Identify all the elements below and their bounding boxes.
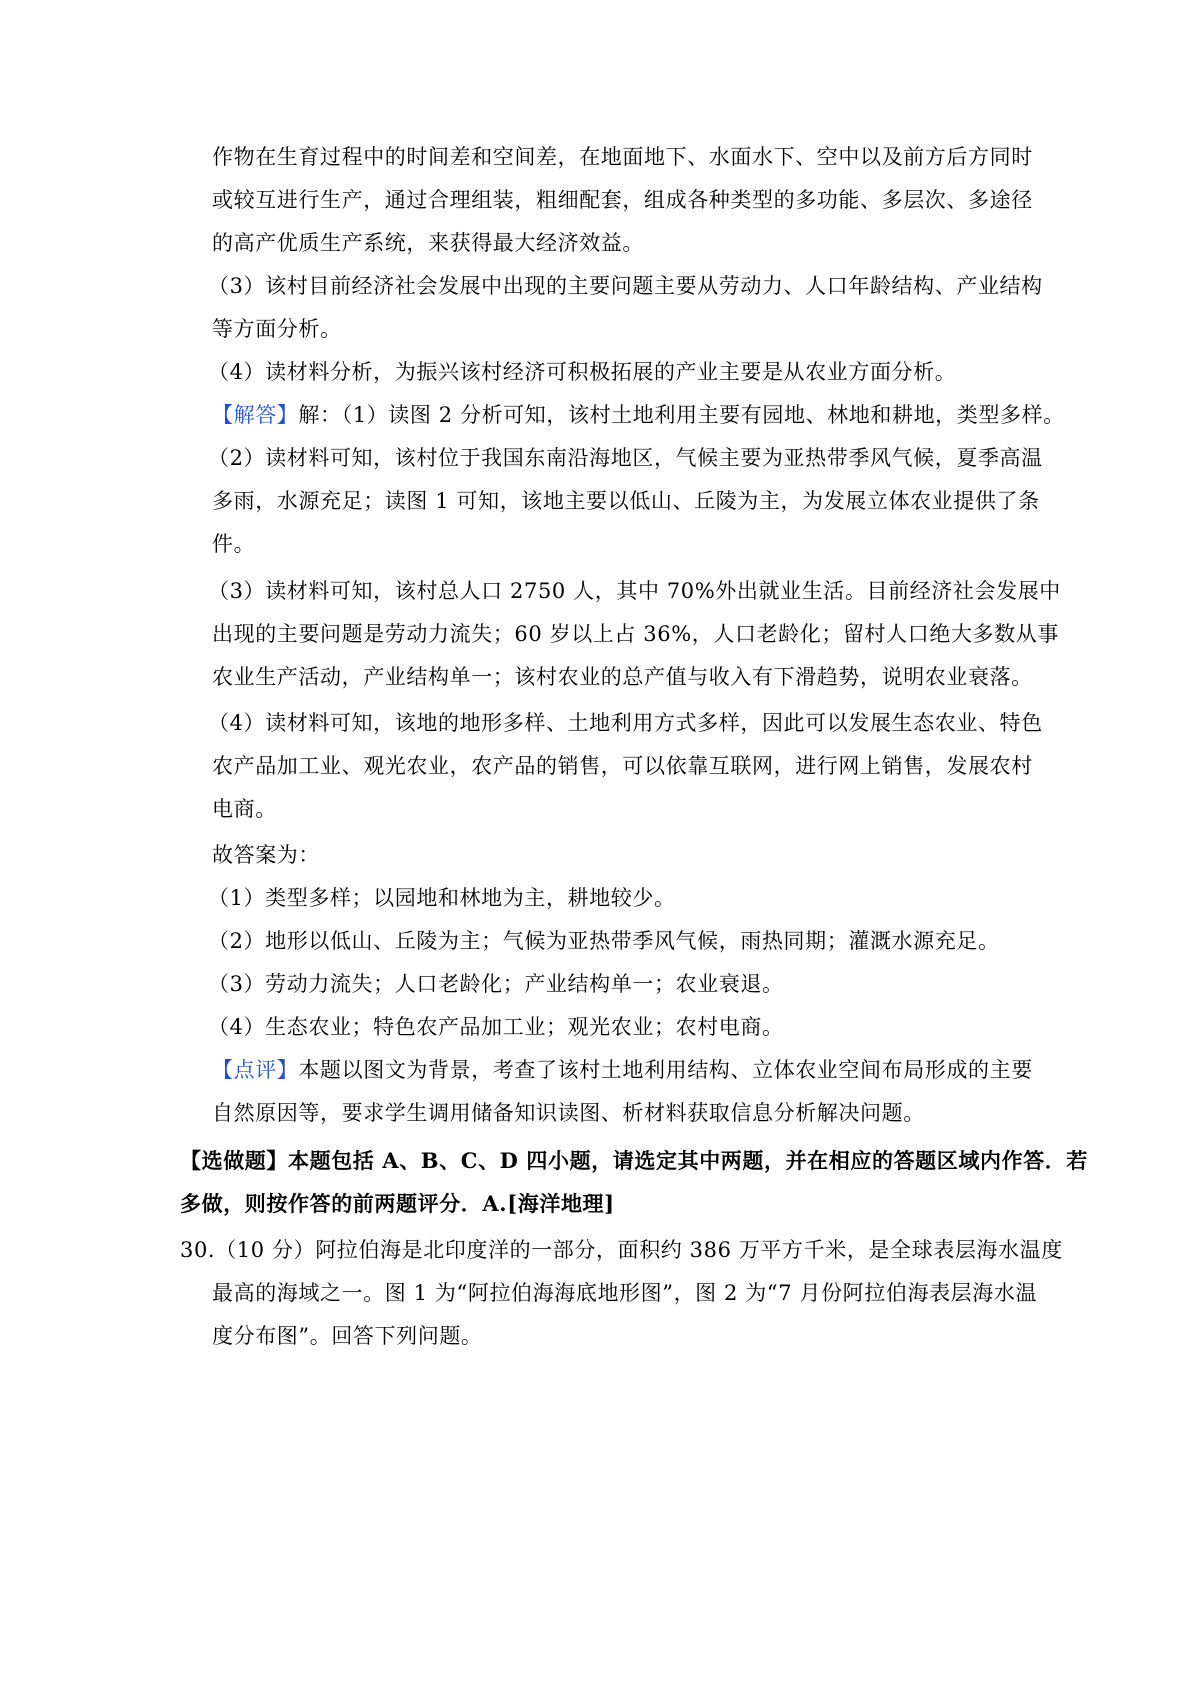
- comment-line: [212, 1055, 1033, 1085]
- final-answer-line: （3）劳动力流失；人口老龄化；产业结构单一；农业衰退。: [208, 972, 784, 996]
- answer-conclusion: 故答案为：: [212, 843, 320, 867]
- answer-line: 件。: [212, 532, 256, 556]
- explanation-line: 的高产优质生产系统，来获得最大经济效益。: [212, 231, 644, 255]
- comment-tag: 【点评】: [212, 1058, 299, 1082]
- comment-line: 自然原因等，要求学生调用储备知识读图、析材料获取信息分析解决问题。: [212, 1101, 925, 1125]
- answer-line: （2）读材料可知，该村位于我国东南沿海地区，气候主要为亚热带季风气候，夏季高温: [208, 446, 1043, 470]
- explanation-line: 等方面分析。: [212, 317, 342, 341]
- section-heading: 【选做题】本题包括 A、B、C、D 四小题，请选定其中两题，并在相应的答题区域内作答．若: [180, 1148, 1088, 1173]
- final-answer-line: （2）地形以低山、丘陵为主；气候为亚热带季风气候，雨热同期；灌溉水源充足。: [208, 929, 1000, 953]
- section-heading: 多做，则按作答的前两题评分．A.[海洋地理]: [180, 1191, 615, 1216]
- question-line: 最高的海域之一。图 1 为“阿拉伯海海底地形图”，图 2 为“7 月份阿拉伯海表层海水温: [212, 1281, 1038, 1305]
- answer-line: （3）读材料可知，该村总人口 2750 人，其中 70%外出就业生活。目前经济社会发展中: [208, 579, 1061, 603]
- question-line: 度分布图”。回答下列问题。: [212, 1324, 483, 1348]
- answer-line: [212, 400, 1065, 430]
- answer-line: 农业生产活动，产业结构单一；该村农业的总产值与收入有下滑趋势，说明农业衰落。: [212, 665, 1033, 689]
- answer-line: 电商。: [212, 797, 277, 821]
- answer-text: 解：（1）读图 2 分析可知，该村土地利用主要有园地、林地和耕地，类型多样。: [298, 403, 1065, 427]
- answer-line: 农产品加工业、观光农业，农产品的销售，可以依靠互联网，进行网上销售，发展农村: [212, 754, 1033, 778]
- answer-tag: 【解答】: [212, 403, 299, 427]
- final-answer-line: （1）类型多样；以园地和林地为主，耕地较少。: [208, 886, 676, 910]
- explanation-line: （4）读材料分析，为振兴该村经济可积极拓展的产业主要是从农业方面分析。: [208, 360, 957, 384]
- final-answer-line: （4）生态农业；特色农产品加工业；观光农业；农村电商。: [208, 1015, 784, 1039]
- explanation-line: 或较互进行生产，通过合理组装，粗细配套，组成各种类型的多功能、多层次、多途径: [212, 188, 1033, 212]
- answer-line: 出现的主要问题是劳动力流失；60 岁以上占 36%，人口老龄化；留村人口绝大多数从事: [212, 622, 1059, 646]
- answer-line: （4）读材料可知，该地的地形多样、土地利用方式多样，因此可以发展生态农业、特色: [208, 711, 1043, 735]
- question-line: 30.（10 分）阿拉伯海是北印度洋的一部分，面积约 386 万平方千米，是全球表层海水温度: [180, 1238, 1063, 1262]
- answer-line: 多雨，水源充足；读图 1 可知，该地主要以低山、丘陵为主，为发展立体农业提供了条: [212, 489, 1040, 513]
- explanation-line: 作物在生育过程中的时间差和空间差，在地面地下、水面水下、空中以及前方后方同时: [212, 145, 1033, 169]
- comment-text: 本题以图文为背景，考查了该村土地利用结构、立体农业空间布局形成的主要: [298, 1058, 1033, 1082]
- explanation-line: （3）该村目前经济社会发展中出现的主要问题主要从劳动力、人口年龄结构、产业结构: [208, 274, 1043, 298]
